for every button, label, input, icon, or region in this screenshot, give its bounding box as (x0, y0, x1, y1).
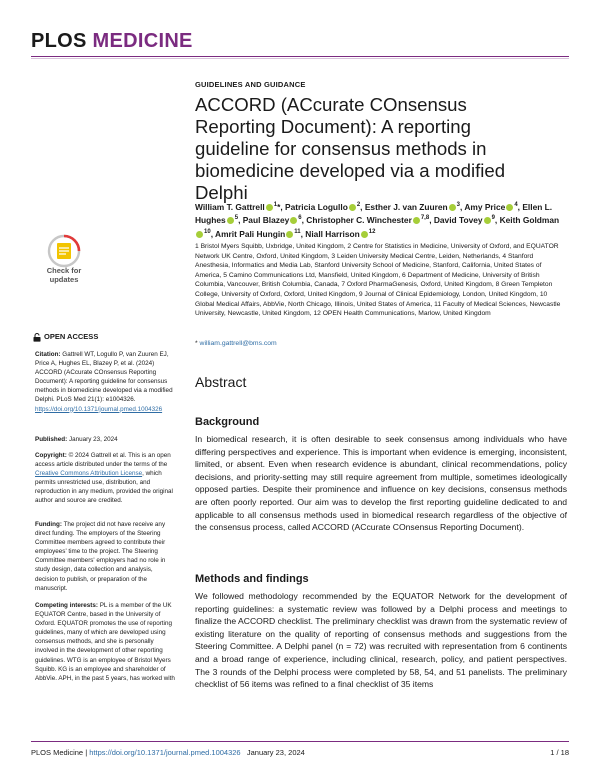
footer-date: January 23, 2024 (246, 748, 305, 757)
author-name[interactable]: Amrit Pali Hungin (215, 228, 286, 239)
author-name[interactable]: William T. Gattrell (195, 201, 265, 212)
competing-text: PL is a member of the UK EQUATOR Centre, based in the University of Oxford. EQUATOR promotes the use of reporting guidelines, many of which are developed using consensus methods, and she is personally involved in the development of other reporting guidelines. WTG is an employee of Bristol Myers Squibb. KG is an employee and shareholder of AbbVie. APH, in the past 5 years, has worked with (35, 602, 175, 682)
open-access-label (33, 332, 98, 342)
corresponding-marker: * (195, 340, 200, 347)
orcid-icon[interactable] (361, 231, 368, 238)
author-name[interactable]: Niall Harrison (305, 228, 360, 239)
article-title: ACCORD (ACcurate COnsensus Reporting Document): A reporting guideline for consensus methods in biomedicine developed via a modified Delphi (195, 94, 506, 203)
author-affiliation-number: 10 (204, 228, 211, 235)
author-separator: , (460, 201, 465, 212)
author-separator: , (494, 215, 500, 226)
author-affiliation-number: 2 (356, 202, 361, 208)
footer-journal: PLOS Medicine (31, 748, 84, 757)
published-label: Published: (35, 436, 68, 443)
header-divider (31, 56, 569, 57)
open-access-text: OPEN ACCESS (44, 332, 99, 341)
funding-label: Funding: (35, 521, 62, 528)
abstract-heading: Abstract (195, 374, 247, 390)
footer-doi-link[interactable]: https://doi.org/10.1371/journal.pmed.1004326 (89, 748, 241, 757)
author-separator: , (210, 228, 216, 239)
funding-block (35, 520, 175, 593)
author-name[interactable]: Amy Price (464, 201, 506, 212)
footer-separator: | (83, 748, 90, 757)
citation-text: Gattrell WT, Logullo P, van Zuuren EJ, Price A, Hughes EL, Blazey P, et al. (2024) ACCORD (ACcurate COnsensus Reporting Document): A reporting guideline for consensus methods in biomedicine developed via a modified Delphi. PLoS Med 21(1): e1004326. (35, 351, 173, 404)
funding-text: The project did not have receive any direct funding. The employers of the Steering Committee members agreed to contribute their employees' time to the project. The Steering Committee members' employers had no role in study design, data collection and analysis, decision to publish, or preparation of the manuscript. (35, 521, 166, 592)
header-divider-light (31, 58, 569, 59)
affiliations: 1 Bristol Myers Squibb, Uxbridge, United Kingdom, 2 Centre for Statistics in Medicine, University of Oxford, and EQUATOR Network UK Centre, Oxford, United Kingdom, 3 Leiden University Medical Centre, Leiden, Netherlands, 4 Stanford Anesthesia, Informatics and Media Lab, Stanford University School of Medicine, Stanford, California, United States of America, 5 Camino Communications Ltd, Mansfield, United Kingdom, 6 Department of Medicine, University of British Columbia, Vancouver, British Columbia, Canada, 7 Oxford PharmaGenesis, Oxford, United Kingdom, 8 Green Templeton College, University of Oxford, Oxford, United Kingdom, 9 Journal of Clinical Epidemiology, London, United Kingdom, 10 Global Medical Affairs, AbbVie, North Chicago, Illinois, United States of America, 11 Faculty of Medical Sciences, Newcastle University, Newcastle, United Kingdom, 12 OPEN Health Communications, Marlow, United Kingdom (195, 243, 561, 318)
author-affiliation-number: 4 (514, 202, 518, 208)
citation-block (35, 350, 175, 414)
citation-label: Citation: (35, 351, 61, 358)
competing-interests-block (35, 601, 175, 683)
methods-paragraph: We followed methodology recommended by the EQUATOR Network for the development of reporting guidelines: a systematic review was followed by a Delphi process and meetings to finalize the ACCORD checklist. The preliminary checklist was drawn from the systematic review of existing literature on the quality of reporting of consensus methods and suggestions from the Steering Committee. A Delphi panel (n = 72) was recruited with representation from 6 continents and a broad range of experience, including clinical, research, policy, and patient perspectives. The 3 rounds of the Delphi process were completed by 58, 54, and 51 panelists. The preliminary checklist of 56 items was refined to a final checklist of 35 items (195, 591, 567, 690)
author-name[interactable]: Paul Blazey (242, 215, 290, 226)
orcid-icon[interactable] (196, 231, 203, 238)
open-lock-icon (33, 333, 41, 342)
badge-line-1: Check for (46, 266, 82, 275)
author-separator: , (517, 201, 523, 212)
orcid-icon[interactable] (449, 204, 456, 211)
author-affiliation-number: 11 (294, 228, 301, 235)
orcid-icon[interactable] (290, 217, 297, 224)
author-separator: *, (277, 201, 285, 212)
journal-name-plos: PLOS (31, 30, 87, 52)
author-affiliation-number: 3 (456, 202, 461, 208)
corresponding-email (195, 340, 277, 347)
author-affiliation-number: 6 (298, 215, 302, 222)
orcid-icon[interactable] (266, 204, 273, 211)
orcid-icon[interactable] (484, 217, 491, 224)
email-link[interactable]: william.gattrell@bms.com (199, 340, 277, 347)
copyright-label: Copyright: (35, 452, 67, 459)
author-name[interactable]: Christopher C. Winchester (306, 215, 412, 226)
author-name[interactable]: David Tovey (433, 215, 483, 226)
author-name[interactable]: Patricia Logullo (285, 201, 348, 212)
citation-doi-link[interactable]: https://doi.org/10.1371/journal.pmed.1004326 (35, 405, 163, 413)
author-affiliation-number: 9 (491, 215, 495, 222)
orcid-icon[interactable] (506, 204, 513, 211)
author-separator: , (429, 215, 434, 226)
copyright-block (35, 451, 175, 506)
article-type-label: GUIDELINES AND GUIDANCE (195, 80, 306, 89)
author-name[interactable]: Ellen L. Hughes (195, 201, 553, 226)
author-affiliation-number: 5 (234, 215, 239, 222)
published-date: January 23, 2024 (68, 436, 118, 443)
orcid-icon[interactable] (413, 217, 420, 224)
orcid-icon[interactable] (349, 204, 356, 211)
author-name[interactable]: Keith Goldman (499, 215, 560, 226)
competing-label: Competing interests: (35, 602, 98, 609)
journal-name-medicine: MEDICINE (92, 30, 193, 52)
author-separator: , (238, 215, 243, 226)
copyright-text-a: © 2024 Gattrell et al. This is an open access article distributed under the terms of the (35, 452, 171, 469)
check-for-updates-icon (35, 234, 93, 270)
page-footer (31, 748, 569, 757)
background-heading: Background (195, 416, 260, 428)
license-link[interactable]: Creative Commons Attribution License (35, 470, 143, 478)
author-affiliation-number: 12 (368, 228, 376, 235)
journal-masthead (31, 30, 193, 53)
check-for-updates-label[interactable] (35, 266, 93, 284)
author-separator: , (301, 215, 307, 226)
author-affiliation-number: 1 (273, 202, 278, 208)
author-affiliation-number: 7,8 (420, 215, 430, 222)
page-number: 1 / 18 (550, 748, 569, 757)
orcid-icon[interactable] (286, 231, 293, 238)
author-separator: , (300, 228, 306, 239)
orcid-icon[interactable] (227, 217, 234, 224)
author-separator: , (360, 201, 365, 212)
author-list (195, 200, 565, 240)
check-for-updates-badge[interactable] (35, 234, 93, 296)
background-paragraph: In biomedical research, it is often desirable to seek consensus among individuals who have differing perspectives and experience. This is important when evidence is emerging, inconsistent, limited, or absent. Even when research evidence is abundant, clinical recommendations, policy decisions, and priority-setting may still require agreement from multiple, sometimes ideologically opposed parties. Despite their prominence and influence on key decisions, consensus methods are often poorly reported. Our aim was to develop the first reporting guideline dedicated to and applicable to all consensus methods used in biomedical research regardless of the objective of the consensus process, called ACCORD (ACcurate COnsensus Reporting Document). (195, 434, 567, 533)
badge-line-2: updates (49, 275, 79, 284)
published-block (35, 435, 175, 444)
copyright-text-b: , which permits unrestricted use, distribution, and reproduction in any medium, provided the original author and source are credited. (35, 470, 173, 505)
methods-heading: Methods and findings (195, 573, 309, 585)
author-name[interactable]: Esther J. van Zuuren (364, 201, 448, 212)
footer-divider (31, 741, 569, 742)
